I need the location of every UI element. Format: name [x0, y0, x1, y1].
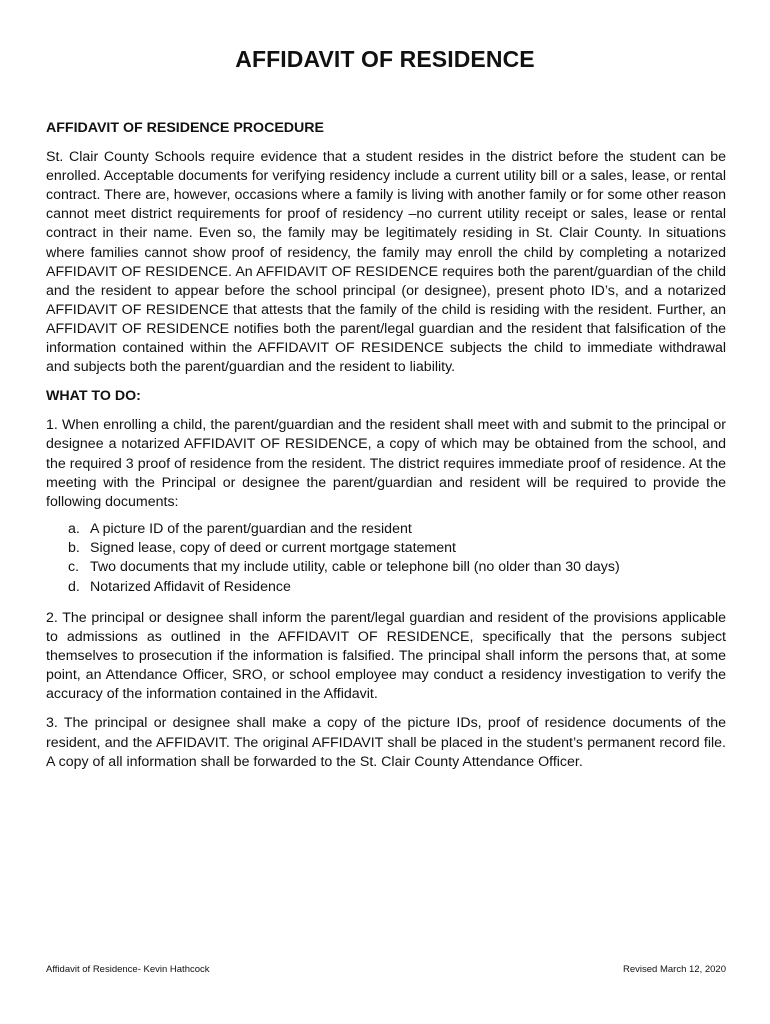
- list-marker: c.: [68, 559, 80, 576]
- step-3-paragraph: 3. The principal or designee shall make a copy of the picture IDs, proof of residence documents of the resident, and the AFFIDAVIT. The original AFFIDAVIT shall be placed in the student’s permanent record file. A copy of all information shall be forwarded to the St. Clair County Attendance Officer.: [46, 715, 726, 770]
- list-marker: d.: [68, 578, 80, 595]
- list-item: [46, 520, 726, 539]
- list-marker: b.: [68, 540, 80, 557]
- page-title: AFFIDAVIT OF RESIDENCE: [235, 46, 535, 72]
- list-item-text: Signed lease, copy of deed or current mortgage statement: [90, 540, 456, 557]
- what-to-do-heading: WHAT TO DO:: [46, 388, 141, 405]
- step-1-paragraph: 1. When enrolling a child, the parent/guardian and the resident shall meet with and submit to the principal or designee a notarized AFFIDAVIT OF RESIDENCE, a copy of which may be obtained from the school, and the required 3 proof of residence from the resident. The district requires immediate proof of residence. At the meeting with the Principal or designee the parent/guardian and resident will be required to provide the following documents:: [46, 417, 726, 510]
- list-item-text: Two documents that my include utility, cable or telephone bill (no older than 30 days): [90, 559, 620, 576]
- list-item: [46, 578, 726, 597]
- list-item: [46, 539, 726, 558]
- list-item-text: Notarized Affidavit of Residence: [90, 578, 291, 595]
- list-marker: a.: [68, 520, 80, 537]
- required-documents-list: [46, 520, 726, 597]
- list-item-text: A picture ID of the parent/guardian and the resident: [90, 520, 412, 537]
- footer-revised-date: Revised March 12, 2020: [623, 964, 726, 975]
- footer-left-text: Affidavit of Residence- Kevin Hathcock: [46, 964, 210, 975]
- document-body: [46, 119, 726, 782]
- step-2-paragraph: 2. The principal or designee shall inform the parent/legal guardian and resident of the provisions applicable to admissions as outlined in the AFFIDAVIT OF RESIDENCE, specifically that the persons subject themselves to prosecution if the information is falsified. The principal shall inform the persons that, at some point, an Attendance Officer, SRO, or school employee may conduct a residency investigation to verify the accuracy of the information contained in the Affidavit.: [46, 609, 726, 703]
- intro-paragraph: St. Clair County Schools require evidence that a student resides in the district before the student can be enrolled. Acceptable documents for verifying residency include a current utility bill or a sales, lease, or rental contract. There are, however, occasions where a family is living with another family or for some other reason cannot meet district requirements for proof of residency –no current utility receipt or sales, lease or rental contract in their name. Even so, the family may be legitimately residing in St. Clair County. In situations where families cannot show proof of residency, the family may enroll the child by completing a notarized AFFIDAVIT OF RESIDENCE. An AFFIDAVIT OF RESIDENCE requires both the parent/guardian of the child and the resident to appear before the school principal (or designee), present photo ID’s, and a notarized AFFIDAVIT OF RESIDENCE that attests that the family of the child is residing with the resident. Further, an AFFIDAVIT OF RESIDENCE notifies both the parent/legal guardian and the resident that falsification of the information contained within the AFFIDAVIT OF RESIDENCE subjects the child to immediate withdrawal and subjects both the parent/guardian and the resident to liability.: [46, 149, 726, 376]
- procedure-heading: AFFIDAVIT OF RESIDENCE PROCEDURE: [46, 120, 324, 136]
- page-footer: [46, 964, 726, 975]
- list-item: [46, 558, 726, 577]
